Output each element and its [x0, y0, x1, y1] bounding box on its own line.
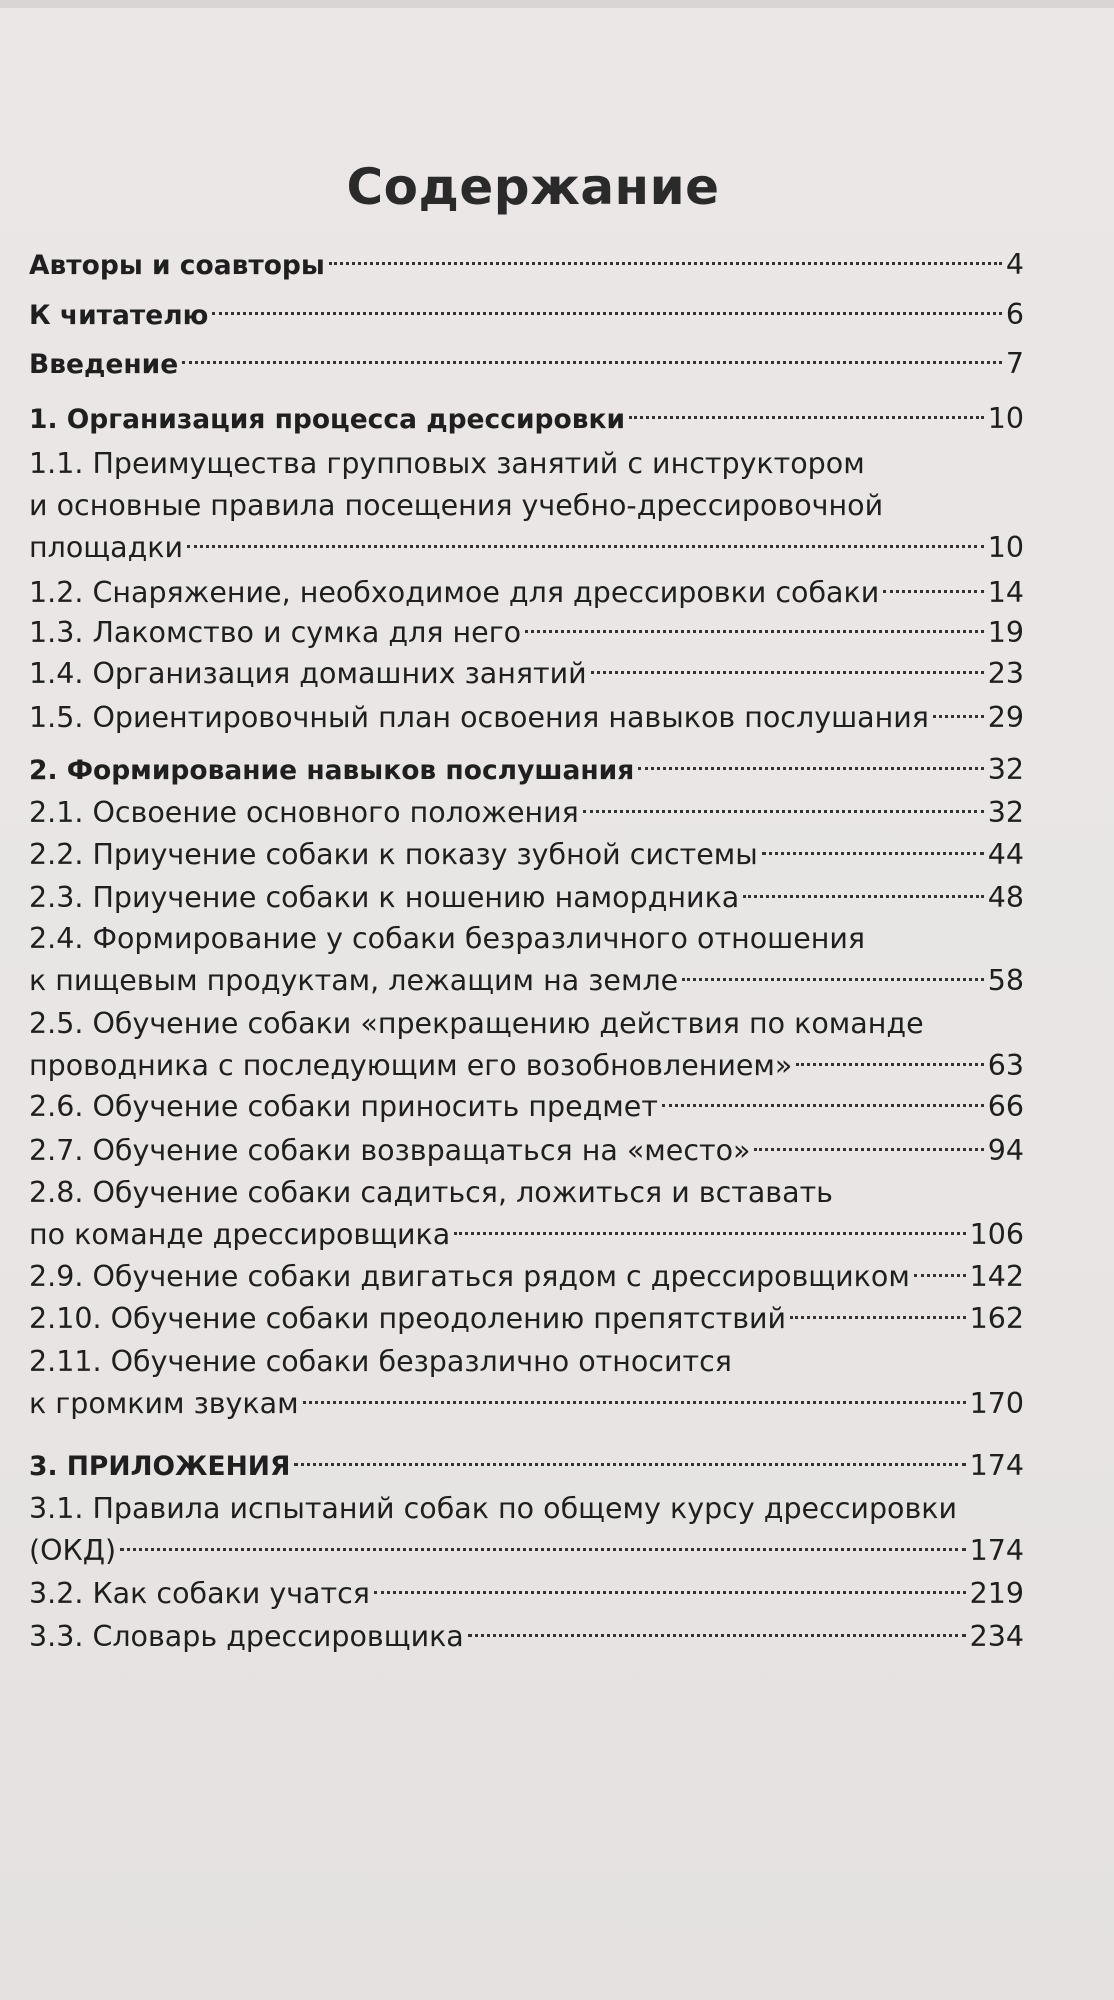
dot-leader: [212, 312, 1001, 315]
entry-page: 29: [987, 701, 1024, 734]
entry-text: 1. Организация процесса дрессировки: [29, 404, 626, 435]
entry-page: 10: [987, 402, 1024, 435]
entry-page: 4: [1005, 248, 1024, 281]
dot-leader: [329, 262, 1002, 265]
entry-text: 2. Формирование навыков послушания: [29, 755, 635, 786]
dot-leader: [933, 715, 984, 718]
entry-text: 2.10. Обучение собаки преодолению препятствий: [29, 1302, 787, 1335]
dot-leader: [796, 1063, 983, 1066]
toc-entry-2-11: [29, 1341, 1024, 1425]
dot-leader: [374, 1591, 966, 1594]
dot-leader: [662, 1104, 984, 1107]
entry-text: 2.9. Обучение собаки двигаться рядом с дрессировщиком: [29, 1260, 910, 1293]
dot-leader: [790, 1316, 966, 1319]
toc-entry-2-7: [29, 1130, 1024, 1172]
dot-leader: [120, 1548, 965, 1551]
entry-page: 19: [987, 616, 1024, 649]
dot-leader: [591, 671, 984, 674]
toc-entry-2-1: [29, 792, 1024, 834]
entry-text: Авторы и соавторы: [29, 250, 325, 281]
entry-text: 2.6. Обучение собаки приносить предмет: [29, 1090, 658, 1123]
entry-text: 2.1. Освоение основного положения: [29, 796, 579, 829]
toc-entry-2-10: [29, 1298, 1024, 1340]
entry-page: 174: [969, 1449, 1024, 1482]
entry-text: 1.5. Ориентировочный план освоения навыков послушания: [29, 701, 929, 734]
entry-text-line: 3.1. Правила испытаний собак по общему курсу дрессировки: [29, 1492, 958, 1525]
dot-leader: [468, 1634, 966, 1637]
entry-text-line: 1.1. Преимущества групповых занятий с инструктором: [29, 447, 865, 480]
entry-text: 3. ПРИЛОЖЕНИЯ: [29, 1451, 291, 1482]
entry-text-line: 2.5. Обучение собаки «прекращению действия по команде: [29, 1007, 924, 1040]
toc-entry-2-4: [29, 918, 1024, 1002]
entry-page: 58: [987, 964, 1024, 997]
toc-entry-to-reader: [29, 294, 1024, 336]
dot-leader: [583, 810, 984, 813]
entry-page: 66: [987, 1090, 1024, 1123]
entry-text: к пищевым продуктам, лежащим на земле: [29, 964, 679, 997]
entry-text: 2.3. Приучение собаки к ношению намордника: [29, 881, 740, 914]
entry-page: 10: [987, 531, 1024, 564]
entry-text: 2.7. Обучение собаки возвращаться на «место»: [29, 1134, 751, 1167]
entry-text: площадки: [29, 531, 184, 564]
entry-text: 1.4. Организация домашних занятий: [29, 657, 587, 690]
entry-text: 2.2. Приучение собаки к показу зубной системы: [29, 838, 758, 871]
entry-page: 14: [987, 576, 1024, 609]
entry-page: 94: [987, 1134, 1024, 1167]
entry-page: 219: [969, 1577, 1024, 1610]
dot-leader: [454, 1232, 965, 1235]
entry-page: 44: [987, 838, 1024, 871]
entry-text-line: 2.11. Обучение собаки безразлично относится: [29, 1345, 732, 1378]
toc-entry-1-1: [29, 443, 1024, 569]
toc-entry-chapter-2: [29, 749, 1024, 791]
dot-leader: [914, 1274, 966, 1277]
entry-text: 3.3. Словарь дрессировщика: [29, 1620, 464, 1653]
dot-leader: [762, 852, 984, 855]
entry-text-line: 2.4. Формирование у собаки безразличного отношения: [29, 922, 866, 955]
entry-page: 234: [969, 1620, 1024, 1653]
toc-entry-authors: [29, 244, 1024, 286]
toc-entry-chapter-1: [29, 398, 1024, 440]
entry-page: 174: [969, 1534, 1024, 1567]
entry-page: 48: [987, 881, 1024, 914]
page-title: Содержание: [346, 158, 720, 216]
entry-page: 23: [987, 657, 1024, 690]
dot-leader: [743, 895, 983, 898]
dot-leader: [182, 361, 1002, 364]
dot-leader: [187, 545, 984, 548]
entry-text: (ОКД): [29, 1534, 117, 1567]
entry-page: 63: [987, 1049, 1024, 1082]
entry-text: К читателю: [29, 300, 209, 331]
entry-text: 1.2. Снаряжение, необходимое для дрессировки собаки: [29, 576, 880, 609]
toc-entry-2-8: [29, 1172, 1024, 1256]
entry-page: 162: [969, 1302, 1024, 1335]
dot-leader: [754, 1148, 983, 1151]
entry-text: к громким звукам: [29, 1387, 299, 1420]
toc-entry-2-2: [29, 834, 1024, 876]
toc-entry-2-6: [29, 1086, 1024, 1128]
entry-text: 3.2. Как собаки учатся: [29, 1577, 370, 1610]
toc-entry-3-3: [29, 1616, 1024, 1658]
page-top-edge: [0, 0, 1114, 8]
toc-entry-1-4: [29, 653, 1024, 695]
toc-entry-3-2: [29, 1573, 1024, 1615]
toc-entry-2-3: [29, 877, 1024, 919]
entry-text-line: и основные правила посещения учебно-дрессировочной: [29, 489, 884, 522]
dot-leader: [682, 978, 984, 981]
entry-text: проводника с последующим его возобновлением»: [29, 1049, 793, 1082]
entry-page: 142: [969, 1260, 1024, 1293]
dot-leader: [525, 630, 984, 633]
entry-text: 1.3. Лакомство и сумка для него: [29, 616, 522, 649]
dot-leader: [629, 416, 984, 419]
toc-entry-3-1: [29, 1488, 1024, 1572]
entry-page: 32: [987, 753, 1024, 786]
toc-entry-1-3: [29, 612, 1024, 654]
entry-page: 7: [1005, 347, 1024, 380]
toc-entry-1-2: [29, 572, 1024, 614]
entry-page: 32: [987, 796, 1024, 829]
entry-page: 6: [1005, 298, 1024, 331]
toc-entry-introduction: [29, 343, 1024, 385]
toc-entry-2-9: [29, 1256, 1024, 1298]
entry-page: 106: [969, 1218, 1024, 1251]
dot-leader: [303, 1401, 966, 1404]
toc-entry-2-5: [29, 1003, 1024, 1087]
toc-entry-1-5: [29, 697, 1024, 739]
dot-leader: [294, 1463, 965, 1466]
toc-entry-chapter-3: [29, 1445, 1024, 1487]
entry-text: Введение: [29, 349, 179, 380]
dot-leader: [883, 590, 983, 593]
entry-text-line: 2.8. Обучение собаки садиться, ложиться и вставать: [29, 1176, 833, 1209]
dot-leader: [638, 767, 983, 770]
entry-page: 170: [969, 1387, 1024, 1420]
entry-text: по команде дрессировщика: [29, 1218, 451, 1251]
